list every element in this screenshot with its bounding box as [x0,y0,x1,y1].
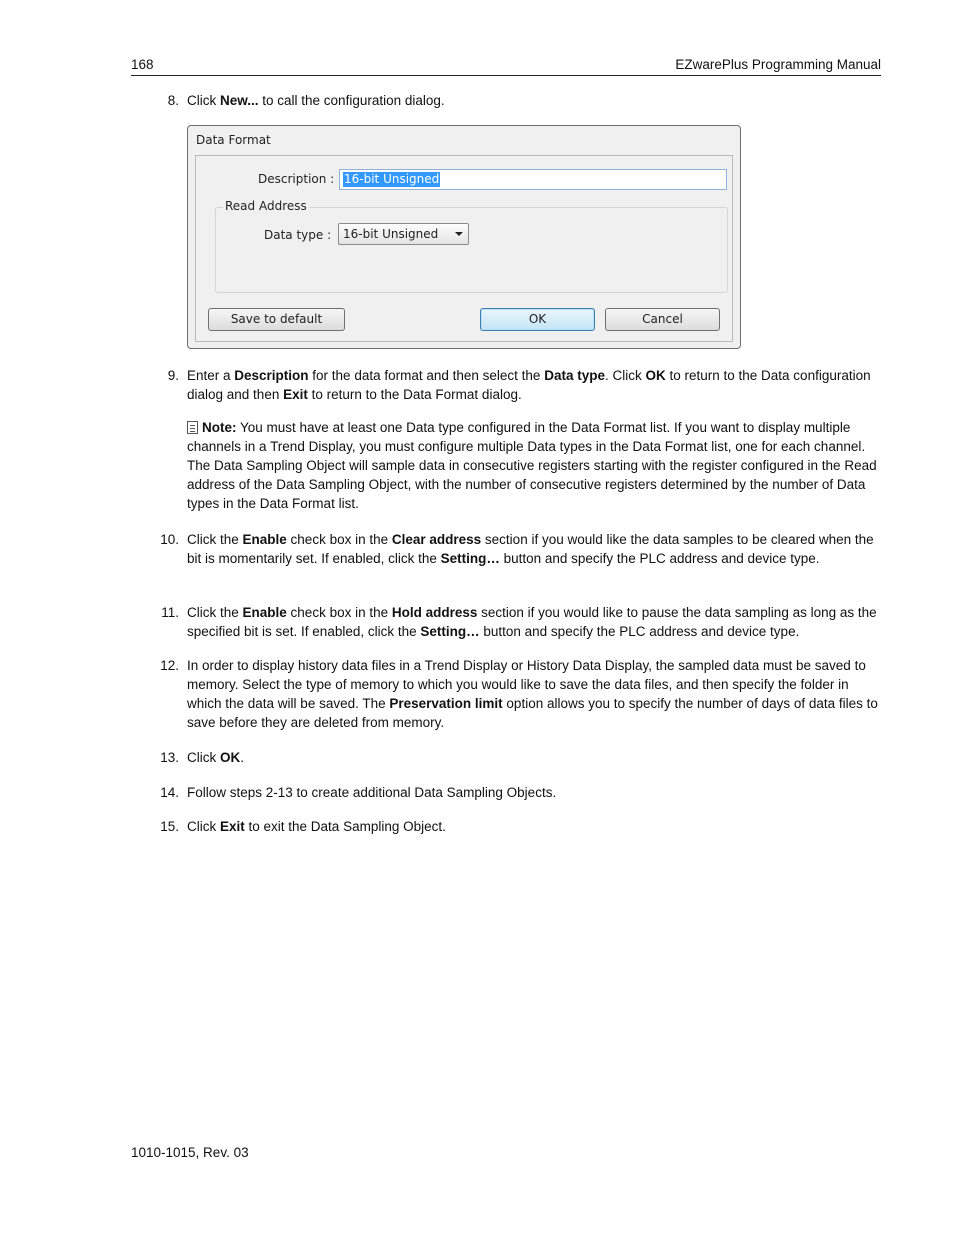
step-text: Click OK. [187,750,245,765]
step-number: 12. [160,658,179,673]
description-input[interactable] [339,169,727,190]
page-number: 168 [131,57,154,72]
step-number: 11. [161,605,179,620]
read-address-title: Read Address [225,199,307,213]
step-number: 8. [167,93,179,108]
data-type-select[interactable] [338,223,469,245]
description-value: 16-bit Unsigned [344,172,440,186]
step-text: Click the Enable check box in the Hold address section if you would like to pause the data sampling as long as the specified bit is set. If enabled, click the Setting… button and specify the PLC address and device type. [187,605,877,639]
data-type-value: 16-bit Unsigned [343,227,439,241]
read-address-group [215,199,728,293]
ok-button[interactable]: OK [480,308,595,331]
save-to-default-button[interactable]: Save to default [208,308,345,331]
dialog-body [195,155,733,342]
note-label: Note: [202,420,237,435]
chevron-down-icon [455,232,463,236]
note-text: You must have at least one Data type configured in the Data Format list. If you want to display multiple channels in a Trend Display, you must configure multiple Data types in the Data Format list, one for each channel. The Data Sampling Object will sample data in consecutive registers starting with the register configured in the Read address of the Data Sampling Object, with the number of consecutive registers determined by the number of Data types in the Data Format list. [187,420,877,511]
step-number: 15. [160,819,179,834]
step-text: Enter a Description for the data format and then select the Data type. Click OK to return to the Data configuration dialog and then Exit to return to the Data Format dialog. [187,368,871,402]
step-text: Click Exit to exit the Data Sampling Object. [187,819,446,834]
manual-title: EZwarePlus Programming Manual [675,57,881,72]
dialog-title: Data Format [196,133,271,147]
note-block [187,418,881,513]
doc-revision: 1010-1015, Rev. 03 [131,1145,249,1160]
step-text: Click New... to call the configuration dialog. [187,93,445,108]
step-text: Click the Enable check box in the Clear address section if you would like the data samples to be cleared when the bit is momentarily set. If enabled, click the Setting… button and specify the PLC address and device type. [187,532,874,566]
data-format-dialog [187,125,741,349]
step-number: 9. [167,368,179,383]
header-rule [131,75,881,76]
step-text: Follow steps 2-13 to create additional Data Sampling Objects. [187,785,557,800]
step-number: 10. [160,532,179,547]
step-text: In order to display history data files in a Trend Display or History Data Display, the sampled data must be saved to memory. Select the type of memory to which you would like to save the data files, and then specify the folder in which the data will be saved. The Preservation limit option allows you to specify the number of days of data files to save before they are deleted from memory. [187,658,878,730]
data-type-label: Data type : [264,228,332,242]
step-number: 14. [160,785,179,800]
step-number: 13. [160,750,179,765]
cancel-button[interactable]: Cancel [605,308,720,331]
description-label: Description : [258,172,335,186]
note-icon [187,421,198,434]
